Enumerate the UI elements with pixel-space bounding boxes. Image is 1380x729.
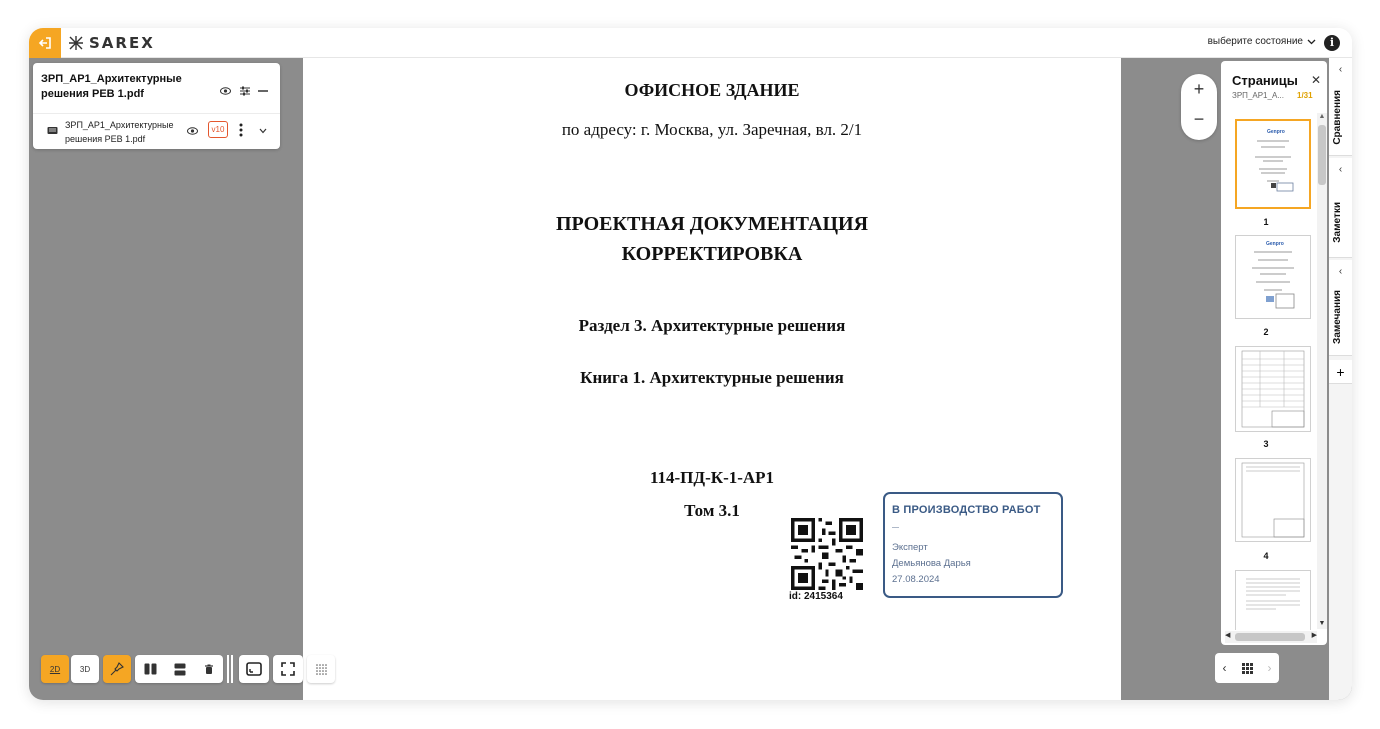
exit-button[interactable] xyxy=(29,28,61,58)
page-number: 2 xyxy=(1263,327,1269,337)
tab-notes[interactable] xyxy=(1329,158,1352,258)
scroll-down-icon[interactable]: ▼ xyxy=(1318,620,1326,627)
split-horizontal-icon[interactable] xyxy=(174,663,186,676)
fullscreen-button[interactable] xyxy=(273,655,303,683)
doc-book: Книга 1. Архитектурные решения xyxy=(580,368,844,387)
doc-subheading: КОРРЕКТИРОВКА xyxy=(621,243,803,265)
toolbar-separator xyxy=(227,655,229,683)
logo-text: SAREX xyxy=(89,34,155,52)
file-title: ЗРП_АР1_Архитектурные решения РЕВ 1.pdf xyxy=(41,73,182,100)
page-preview xyxy=(1236,236,1310,318)
state-select[interactable] xyxy=(1208,36,1316,47)
stamp-title: В ПРОИЗВОДСТВО РАБОТ xyxy=(892,504,1041,516)
state-select-label: выберите состояние xyxy=(1207,36,1303,47)
doc-section: Раздел 3. Архитектурные решения xyxy=(578,316,846,335)
svg-text:Genpro: Genpro xyxy=(1267,129,1285,135)
fit-page-icon xyxy=(246,662,262,676)
tab-remarks-label: Замечания xyxy=(1332,290,1343,344)
fit-page-button[interactable] xyxy=(239,655,269,683)
tab-remarks[interactable] xyxy=(1329,260,1352,356)
mode-3d-label: 3D xyxy=(79,664,91,674)
page-preview xyxy=(1237,121,1309,207)
app-window xyxy=(29,28,1352,700)
page-number: 3 xyxy=(1263,439,1269,449)
scroll-right-icon[interactable]: ▶ xyxy=(1311,632,1317,639)
tab-comparisons[interactable] xyxy=(1329,58,1352,156)
chevron-left-icon: ‹ xyxy=(1338,64,1343,75)
stamp-role: Эксперт xyxy=(892,542,928,553)
mode-2d-button[interactable] xyxy=(41,655,69,683)
doc-volume: Том 3.1 xyxy=(684,501,740,520)
doc-heading: ПРОЕКТНАЯ ДОКУМЕНТАЦИЯ xyxy=(555,213,869,235)
svg-text:Genpro: Genpro xyxy=(1266,241,1284,247)
stamp-name: Демьянова Дарья xyxy=(892,558,971,569)
page-thumbnail[interactable] xyxy=(1235,570,1311,630)
pages-counter: 1/31 xyxy=(1297,91,1313,100)
pin-tool-button[interactable] xyxy=(103,655,131,683)
chevron-down-icon xyxy=(1307,37,1316,46)
more-vertical-icon[interactable] xyxy=(239,123,243,137)
page-thumbnail[interactable] xyxy=(1235,346,1311,432)
pages-panel xyxy=(1221,61,1327,645)
file-version-name: ЗРП_АР1_Архитектурные решения РЕВ 1.pdf xyxy=(65,120,174,144)
page-navigation xyxy=(1215,653,1279,683)
zoom-in-button[interactable]: + xyxy=(1193,79,1205,99)
tab-notes-label: Заметки xyxy=(1332,202,1343,243)
eye-icon[interactable] xyxy=(220,87,231,95)
chevron-down-icon[interactable] xyxy=(259,128,267,134)
page-thumbnail[interactable] xyxy=(1235,458,1311,542)
page-number: 4 xyxy=(1263,551,1269,561)
side-tabs xyxy=(1329,58,1352,700)
workspace xyxy=(29,58,1352,700)
tab-comparisons-label: Сравнения xyxy=(1332,90,1343,145)
version-badge[interactable]: v10 xyxy=(208,121,228,138)
logo xyxy=(69,34,155,52)
file-panel xyxy=(33,63,280,149)
file-stack-icon xyxy=(47,125,58,136)
grid-icon[interactable] xyxy=(1242,663,1253,674)
page-preview xyxy=(1236,347,1310,431)
logo-icon xyxy=(69,36,83,50)
add-tab-button[interactable]: + xyxy=(1329,360,1352,384)
trash-icon[interactable] xyxy=(204,664,214,675)
zoom-out-button[interactable]: − xyxy=(1193,109,1205,129)
scroll-left-icon[interactable]: ◀ xyxy=(1225,632,1231,639)
grid-button[interactable] xyxy=(307,655,335,683)
page-preview xyxy=(1236,459,1310,541)
pages-title: Страницы xyxy=(1232,73,1298,88)
qr-code xyxy=(790,518,864,590)
prev-page-icon[interactable]: ‹ xyxy=(1222,661,1227,675)
settings-sliders-icon[interactable] xyxy=(239,85,251,97)
scroll-up-icon[interactable]: ▲ xyxy=(1318,113,1326,120)
minimize-icon[interactable] xyxy=(258,90,268,92)
chevron-left-icon: ‹ xyxy=(1338,266,1343,277)
pages-hscrollbar[interactable] xyxy=(1225,631,1317,643)
scroll-thumb[interactable] xyxy=(1318,125,1326,185)
dots-grid-icon xyxy=(315,663,327,675)
pages-scrollbar[interactable] xyxy=(1317,113,1327,629)
toolbar-separator xyxy=(231,655,233,683)
document-page xyxy=(303,58,1121,700)
zoom-controls xyxy=(1181,74,1217,140)
top-bar xyxy=(29,28,1352,58)
info-icon[interactable]: i xyxy=(1324,35,1340,51)
approval-stamp xyxy=(883,492,1063,598)
page-thumbnail[interactable] xyxy=(1235,235,1311,319)
layout-tools xyxy=(135,655,223,683)
exit-icon xyxy=(38,36,52,50)
file-version-row[interactable] xyxy=(33,113,280,147)
page-number: 1 xyxy=(1263,217,1269,227)
close-icon[interactable]: ✕ xyxy=(1311,73,1322,87)
fullscreen-icon xyxy=(281,662,295,676)
chevron-left-icon: ‹ xyxy=(1338,164,1343,175)
hscroll-thumb[interactable] xyxy=(1235,633,1305,641)
page-preview xyxy=(1236,571,1310,629)
doc-building-title: ОФИСНОЕ ЗДАНИЕ xyxy=(624,80,800,100)
pin-icon xyxy=(110,662,124,676)
qr-id: id: 2415364 xyxy=(789,591,843,602)
stamp-date: 27.08.2024 xyxy=(892,574,940,585)
split-vertical-icon[interactable] xyxy=(144,663,157,675)
page-thumbnail[interactable] xyxy=(1235,119,1311,209)
eye-icon[interactable] xyxy=(187,127,198,135)
next-page-icon[interactable]: › xyxy=(1267,661,1272,675)
doc-address: по адресу: г. Москва, ул. Заречная, вл. 2/1 xyxy=(561,120,863,139)
stamp-dash: — xyxy=(892,524,899,531)
mode-2d-label: 2D xyxy=(49,664,61,674)
pages-file-name: ЗРП_АР1_А... xyxy=(1232,91,1284,100)
doc-code: 114-ПД-К-1-АР1 xyxy=(649,468,775,487)
mode-3d-button[interactable] xyxy=(71,655,99,683)
